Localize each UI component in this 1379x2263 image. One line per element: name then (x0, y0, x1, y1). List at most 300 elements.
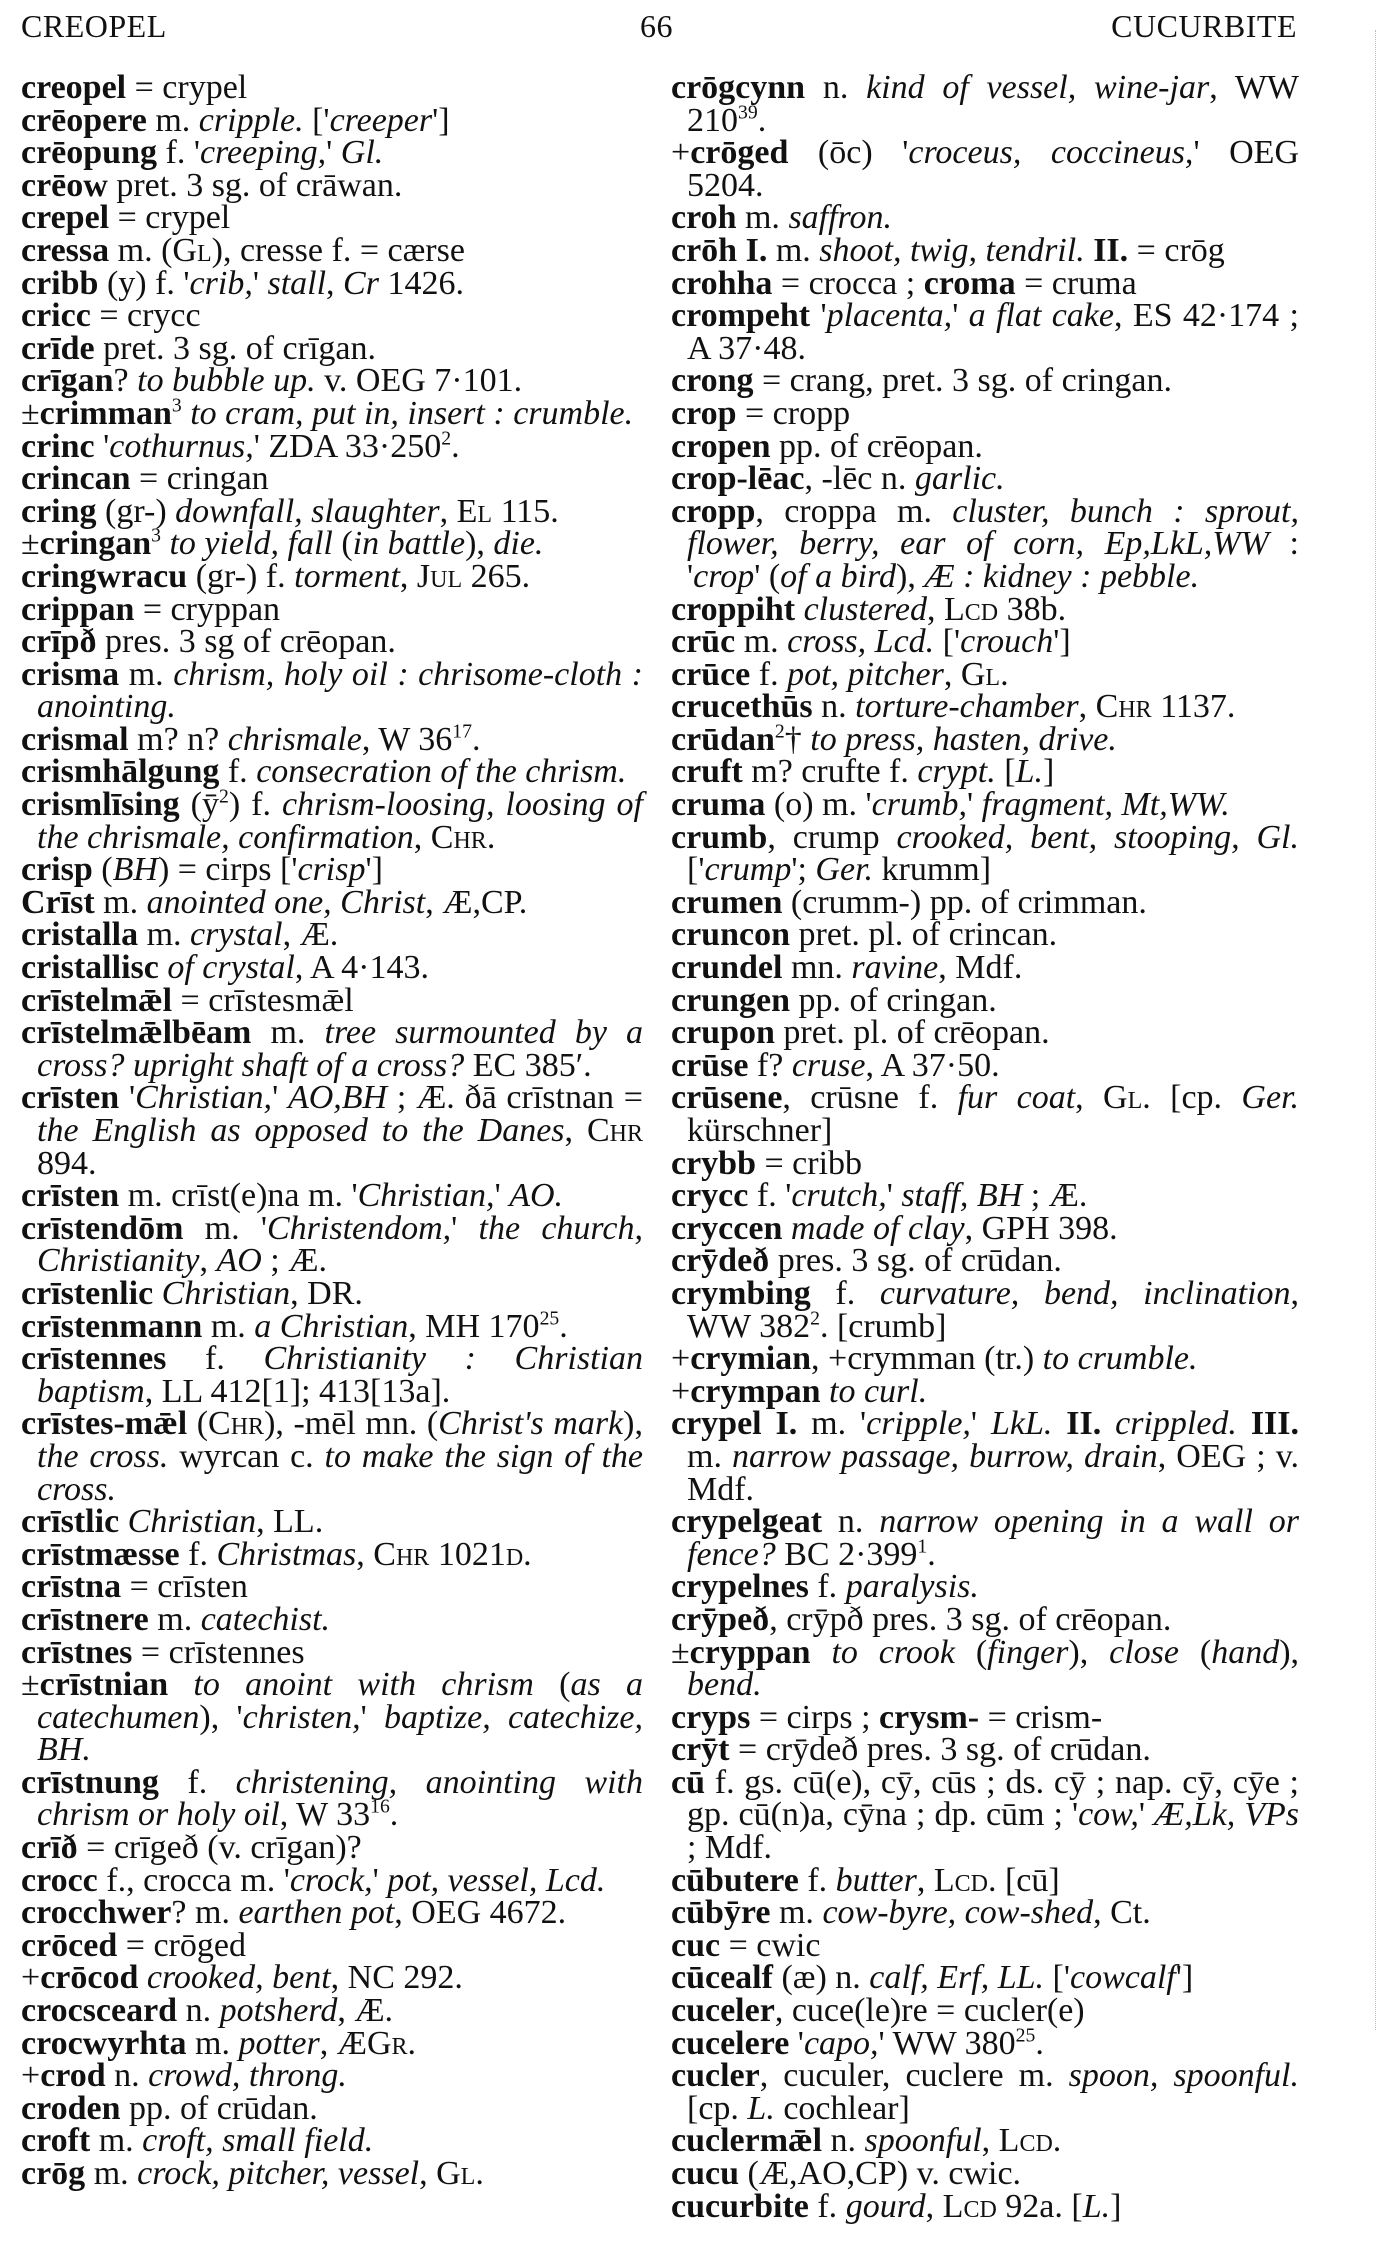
text: ' (1138, 1796, 1154, 1834)
text: f. (798, 1861, 836, 1899)
text: v. OEG 7·101. (315, 362, 523, 400)
dictionary-entry (21, 101, 643, 139)
dictionary-entry (671, 1209, 1299, 1247)
dictionary-entry (671, 949, 1299, 987)
text: ' (326, 134, 341, 172)
definition: cripple, (866, 1405, 971, 1443)
dictionary-entry (21, 1666, 643, 1769)
text (737, 232, 746, 269)
text: m. (138, 916, 191, 954)
headword: crīstendōm (21, 1209, 184, 1247)
headword: cucu (671, 2155, 739, 2192)
text: . (451, 427, 460, 465)
headword: crippan (21, 590, 135, 628)
text: , (1078, 688, 1096, 726)
dictionary-entry (21, 394, 643, 432)
superscript: 3 (151, 524, 161, 547)
text: , MH 170 (408, 1307, 540, 1345)
definition: AO. (509, 1177, 564, 1215)
text: ' (789, 2024, 804, 2062)
headword: croft (21, 2122, 91, 2160)
definition: Christianity : Christian baptism (37, 1340, 644, 1410)
text: , Mdf. (938, 949, 1023, 987)
text: ( (975, 1633, 988, 1671)
text: = crism- (979, 1698, 1103, 1736)
text: 1021 (429, 1535, 506, 1573)
headword: crēopung (21, 134, 157, 172)
dictionary-entry (21, 492, 643, 530)
headword: crocc (21, 1861, 98, 1899)
text: . (1000, 655, 1009, 693)
dictionary-entry (21, 362, 643, 400)
text: = crycc (90, 297, 201, 335)
text: = crypel (126, 69, 248, 106)
text: , Æ (319, 2024, 367, 2062)
definition: Cr (343, 264, 379, 302)
definition: capo, (803, 2024, 879, 2062)
definition: christen, (242, 1698, 361, 1736)
text: = crīgeð (v. crīgan)? (77, 1829, 362, 1867)
text: + (671, 134, 691, 172)
text: pres. 3 sg. of crūdan. (769, 1242, 1062, 1280)
definition: earthen pot (238, 1894, 395, 1932)
source-abbrev: Lcd (933, 1861, 988, 1899)
text: ' OEG 5204. (687, 134, 1299, 204)
definition: crowd, throng. (148, 2057, 347, 2095)
text: m. (85, 2155, 138, 2192)
definition: spoon, spoonful. (1068, 2057, 1299, 2095)
text: kürschner] (687, 1112, 833, 1149)
dictionary-entry (21, 1209, 643, 1280)
definition: kind of vessel, wine-jar (866, 69, 1210, 106)
definition: cluster, bunch : sprout, flower, berry, ear of corn, Ep,LkL,WW (687, 492, 1299, 563)
text: = cwic (720, 1926, 821, 1964)
headword: crōgcynn (671, 69, 806, 106)
text: f. (808, 1568, 846, 1606)
definition: torture-chamber (855, 688, 1079, 726)
text: '; (791, 851, 816, 889)
headword: crismlīsing (21, 786, 180, 824)
headword: crincan (21, 460, 131, 498)
headword: cruncon (671, 916, 790, 954)
superscript: 2 (441, 427, 452, 450)
running-header-right: CUCURBITE (1111, 8, 1297, 44)
definition: crooked, bent (138, 1959, 331, 1997)
definition: the cross. (37, 1437, 169, 1475)
definition: L. (747, 2089, 775, 2127)
dictionary-entry (671, 1274, 1299, 1345)
text: ' (94, 427, 110, 465)
headword: crod (40, 2057, 106, 2095)
text: † (784, 720, 802, 758)
superscript: 1 (917, 1535, 928, 1558)
text: f. (808, 2187, 846, 2225)
text: n. (822, 1503, 880, 1541)
definition: curvature, bend, inclination (879, 1274, 1291, 1312)
definition: close (1109, 1633, 1200, 1671)
definition: crock, pitcher, vessel (137, 2155, 420, 2192)
headword: III. (1250, 1405, 1300, 1443)
headword: crismal (21, 720, 129, 758)
text: ] (1110, 2187, 1122, 2225)
headword: crompeht (671, 297, 811, 335)
text: cochlear] (774, 2089, 910, 2127)
text: m. (736, 199, 789, 237)
source-abbrev: El (456, 492, 493, 530)
text: ' ZDA 33·250 (253, 427, 442, 465)
dictionary-entry (21, 2057, 643, 2095)
headword: crinc (21, 427, 95, 465)
headword: cuceler (671, 1992, 775, 2030)
text: 265. (462, 557, 531, 595)
dictionary-entry (21, 69, 643, 106)
dictionary-entry (671, 1731, 1299, 1769)
headword: crybb (671, 1144, 756, 1182)
definition: to make the sign of the cross. (37, 1437, 644, 1508)
headword: cryppan (689, 1633, 811, 1671)
text: f. ' (157, 134, 200, 172)
dictionary-entry (671, 916, 1299, 954)
superscript: 3 (171, 394, 182, 417)
text: n. (105, 2057, 149, 2095)
text: , DR. (290, 1274, 363, 1312)
dictionary-entry (671, 1144, 1299, 1182)
text: , (925, 2187, 943, 2225)
dictionary-entry (671, 2024, 1299, 2062)
headword: crīstmæsse (21, 1535, 180, 1573)
text: , ES 42·174 ; A 37·48. (687, 297, 1299, 367)
headword: cristallisc (21, 949, 159, 987)
dictionary-entry (671, 1405, 1300, 1508)
text: , cuculer, cuclere m. (759, 2057, 1069, 2095)
headword: I. (775, 1405, 798, 1443)
text: m. ' (183, 1209, 267, 1247)
dictionary-entry (671, 720, 1299, 758)
text: 38b. (998, 590, 1067, 628)
dictionary-entry (21, 1079, 644, 1182)
dictionary-entry (21, 1926, 643, 1964)
definition: Ger. (1241, 1079, 1300, 1117)
definition: crooked, bent, stooping, Gl. (896, 818, 1300, 856)
headword: crīstnung (21, 1763, 159, 1801)
headword: creopel (21, 69, 127, 106)
definition: shoot, twig, tendril. (819, 231, 1085, 269)
headword: crūse (671, 1046, 749, 1084)
text: ' (272, 1079, 288, 1117)
dictionary-entry (21, 1274, 643, 1312)
dictionary-entry (21, 2089, 643, 2127)
headword: crȳdeð (671, 1242, 770, 1280)
text: (æ) n. (772, 1959, 870, 1997)
text: '] (432, 101, 450, 139)
text: m. (186, 2024, 239, 2062)
text: n. (812, 688, 856, 726)
headword: crīstenmann (21, 1307, 203, 1345)
text: ) = cirps [' (157, 851, 298, 889)
text: m. (148, 1600, 201, 1638)
definition: crippled. (1101, 1405, 1237, 1443)
dictionary-entry (21, 916, 643, 954)
definition: gourd (845, 2187, 926, 2225)
superscript: 25 (539, 1307, 560, 1330)
text: 1137. (1151, 688, 1236, 726)
headword: crohha (671, 264, 773, 302)
text: f. ' (748, 1177, 792, 1215)
text: . (927, 1535, 936, 1573)
text: ), (1068, 1633, 1110, 1671)
definition: L. (1082, 2187, 1111, 2225)
dictionary-entry (21, 1992, 643, 2030)
headword: crepel (21, 199, 110, 237)
superscript: 2 (218, 785, 229, 808)
text: , -lēc n. (804, 460, 915, 498)
dictionary-entry (21, 785, 643, 856)
dictionary-entry (21, 264, 643, 302)
source-abbrev: Chr (373, 1535, 430, 1573)
definition: to crumble. (1042, 1340, 1198, 1378)
text: ' (360, 1698, 385, 1736)
definition: crump (704, 851, 792, 889)
text: = crȳdeð pres. 3 sg. of crūdan. (729, 1731, 1151, 1769)
dictionary-entry (671, 818, 1300, 889)
definition: to crook (810, 1633, 976, 1671)
dictionary-entry (671, 786, 1299, 824)
running-header-left: CREOPEL (21, 8, 167, 44)
text: pret. pl. of crincan. (790, 916, 1058, 954)
text: f. (219, 753, 257, 791)
text: '] (1175, 1959, 1194, 1997)
definition: Christmas (216, 1535, 357, 1573)
definition: Christian (119, 1503, 257, 1541)
definition: christening, anointing with chrism or holy oil (37, 1763, 643, 1834)
definition: Gl. (340, 134, 384, 172)
definition: potter (238, 2024, 320, 2062)
text: m. (119, 655, 174, 693)
text: , WW 382 (687, 1274, 1299, 1345)
definition: placenta, (826, 297, 953, 335)
headword: crūsene (671, 1079, 783, 1117)
definition: Christendom, (266, 1209, 452, 1247)
definition: creeping, (199, 134, 327, 172)
dictionary-entry (671, 1177, 1299, 1215)
headword: crīstlic (21, 1503, 120, 1541)
text: (gr-) (96, 492, 176, 530)
text: f. (750, 655, 788, 693)
text: ' (967, 786, 982, 824)
text: , (439, 492, 457, 530)
definition: bend. (687, 1666, 762, 1704)
dictionary-entry (671, 2155, 1299, 2192)
definition: pot, vessel, Lcd. (387, 1861, 606, 1899)
dictionary-entry (671, 394, 1299, 432)
dictionary-entry (671, 1503, 1299, 1573)
dictionary-entry (671, 69, 1299, 139)
text: , A 37·50. (865, 1046, 1000, 1084)
definition: to cram, put in, insert : crumble. (181, 394, 634, 432)
text: f. (179, 1535, 217, 1573)
definition: L. (1015, 753, 1043, 791)
headword: crypelnes (671, 1568, 809, 1606)
headword: cryccen (671, 1209, 783, 1247)
text: (Æ,AO,CP) v. cwic. (739, 2155, 1022, 2192)
definition: fragment, Mt,WW. (981, 786, 1230, 824)
text: pret. pl. of crēopan. (774, 1014, 1050, 1052)
text: ), (1279, 1633, 1300, 1671)
definition: narrow passage, burrow, drain (732, 1437, 1158, 1475)
text: ), (623, 1405, 643, 1443)
text: = crīsten (121, 1568, 248, 1606)
text: . [crumb] (819, 1307, 947, 1345)
text: krumm] (873, 851, 992, 889)
dictionary-entry (21, 329, 643, 367)
definition: ravine (851, 949, 939, 987)
dictionary-entry (671, 231, 1299, 269)
text: = cryppan (134, 590, 281, 628)
text: [ (995, 753, 1016, 791)
headword: cūbutere (671, 1861, 799, 1899)
text: m. ( (109, 231, 173, 269)
headword: cuc (671, 1926, 721, 1964)
dictionary-entry (21, 720, 643, 758)
dictionary-entry (21, 1014, 643, 1084)
text: , crȳpð pres. 3 sg. of crēopan. (769, 1600, 1172, 1638)
headword: croppiht (671, 590, 796, 628)
definition: potsherd (219, 1992, 338, 2030)
text: m. (767, 231, 820, 269)
definition: the English as opposed to the Danes (37, 1112, 565, 1149)
headword: crop-lēac (671, 460, 805, 498)
text: , (413, 818, 431, 856)
text: n. (805, 69, 867, 106)
dictionary-entry (21, 460, 643, 498)
headword: crōced (21, 1926, 118, 1964)
headword: crocsceard (21, 1992, 178, 2030)
dictionary-entry (21, 753, 643, 791)
text: . (523, 1535, 532, 1573)
definition: tree surmounted by a cross? upright shaft of a cross? (37, 1014, 643, 1084)
text (1237, 1405, 1251, 1442)
text (1085, 232, 1094, 269)
definition: crypt. (917, 753, 996, 791)
dictionary-entry (21, 524, 643, 563)
text: , cuce(le)re = cucler(e) (774, 1992, 1085, 2030)
text: (y) f. ' (98, 264, 190, 302)
text: . (486, 818, 496, 856)
text: ± (21, 1666, 40, 1704)
source-abbrev: Gr (366, 2024, 408, 2062)
headword: crīgan (21, 362, 114, 400)
text: m. (251, 1014, 325, 1052)
text: . (407, 2024, 417, 2062)
definition: to anoint with chrism (168, 1666, 560, 1704)
headword: crisma (21, 655, 120, 693)
headword: cristalla (21, 916, 139, 954)
headword: crīð (21, 1829, 78, 1867)
definition: croft, small field. (142, 2122, 374, 2160)
headword: crīpð (21, 623, 97, 661)
text: EC 385′. (464, 1046, 592, 1084)
text: (crumm-) pp. of crimman. (782, 883, 1147, 921)
headword: I. (745, 231, 768, 269)
text: : ' (687, 525, 1299, 595)
headword: II. (1066, 1405, 1102, 1443)
text (1052, 1405, 1066, 1442)
dictionary-entry (671, 1861, 1299, 1899)
dictionary-entry (21, 1535, 643, 1573)
definition: pot, pitcher (787, 655, 944, 693)
dictionary-entry (671, 1926, 1299, 1964)
definition: crop (693, 557, 755, 595)
definition: cowcalf (1069, 1959, 1176, 1997)
text: ( (341, 525, 353, 563)
headword: crycc (671, 1177, 749, 1215)
headword: Crīst (21, 883, 95, 921)
dictionary-entry (21, 1340, 644, 1410)
headword: cucurbite (671, 2187, 809, 2225)
definition: LkL. (990, 1405, 1053, 1443)
headword: crysm- (879, 1698, 980, 1736)
text: ; Mdf. (687, 1829, 772, 1867)
definition: chrismale (227, 720, 362, 758)
dictionary-entry (21, 231, 643, 269)
text: f? (748, 1046, 792, 1084)
text: m. (202, 1307, 255, 1345)
definition: to curl. (820, 1372, 928, 1410)
dictionary-entry (21, 557, 643, 595)
dictionary-entry (671, 2057, 1299, 2127)
definition: fur coat (957, 1079, 1076, 1117)
dictionary-entry (21, 2024, 643, 2062)
text: ' (810, 297, 827, 335)
source-abbrev: Gl (172, 231, 212, 269)
headword: crȳt (671, 1731, 730, 1769)
dictionary-entry (671, 2122, 1299, 2160)
definition: torment (294, 557, 400, 595)
text: , croppa m. (755, 492, 953, 530)
definition: to yield, fall (160, 525, 342, 563)
text: ( (1199, 1633, 1212, 1671)
definition: staff, BH (901, 1177, 1023, 1215)
headword: croma (923, 264, 1016, 302)
text: ' (119, 1079, 136, 1117)
dictionary-entry (21, 199, 643, 237)
text: , crūsne f. (782, 1079, 958, 1117)
dictionary-entry (671, 492, 1299, 595)
text: ' ( (754, 557, 781, 595)
dictionary-entry (21, 1894, 643, 1932)
dictionary-entry (21, 1633, 643, 1671)
headword: crypelgeat (671, 1503, 823, 1541)
page-edge-line (1375, 30, 1376, 2030)
text: , WW 210 (687, 69, 1299, 139)
text: = crīstesmǣl (172, 981, 354, 1019)
text: [' (687, 851, 705, 889)
dictionary-entry (671, 623, 1299, 661)
text: . (389, 1796, 399, 1834)
text: , Æ. (282, 916, 339, 954)
definition: clustered (795, 590, 927, 628)
text: ; Æ. ðā crīstnan = (387, 1079, 643, 1117)
text: . (475, 2155, 484, 2192)
superscript: 25 (1015, 2024, 1036, 2047)
text: , (356, 1535, 374, 1573)
text: BC 2·399 (775, 1535, 918, 1573)
dictionary-entry (671, 199, 1299, 237)
definition: as a catechumen (37, 1666, 643, 1736)
definition: chrism, holy oil : chrisome-cloth : anointing. (37, 655, 643, 726)
headword: crēopere (21, 101, 147, 139)
definition: in battle (352, 525, 466, 563)
